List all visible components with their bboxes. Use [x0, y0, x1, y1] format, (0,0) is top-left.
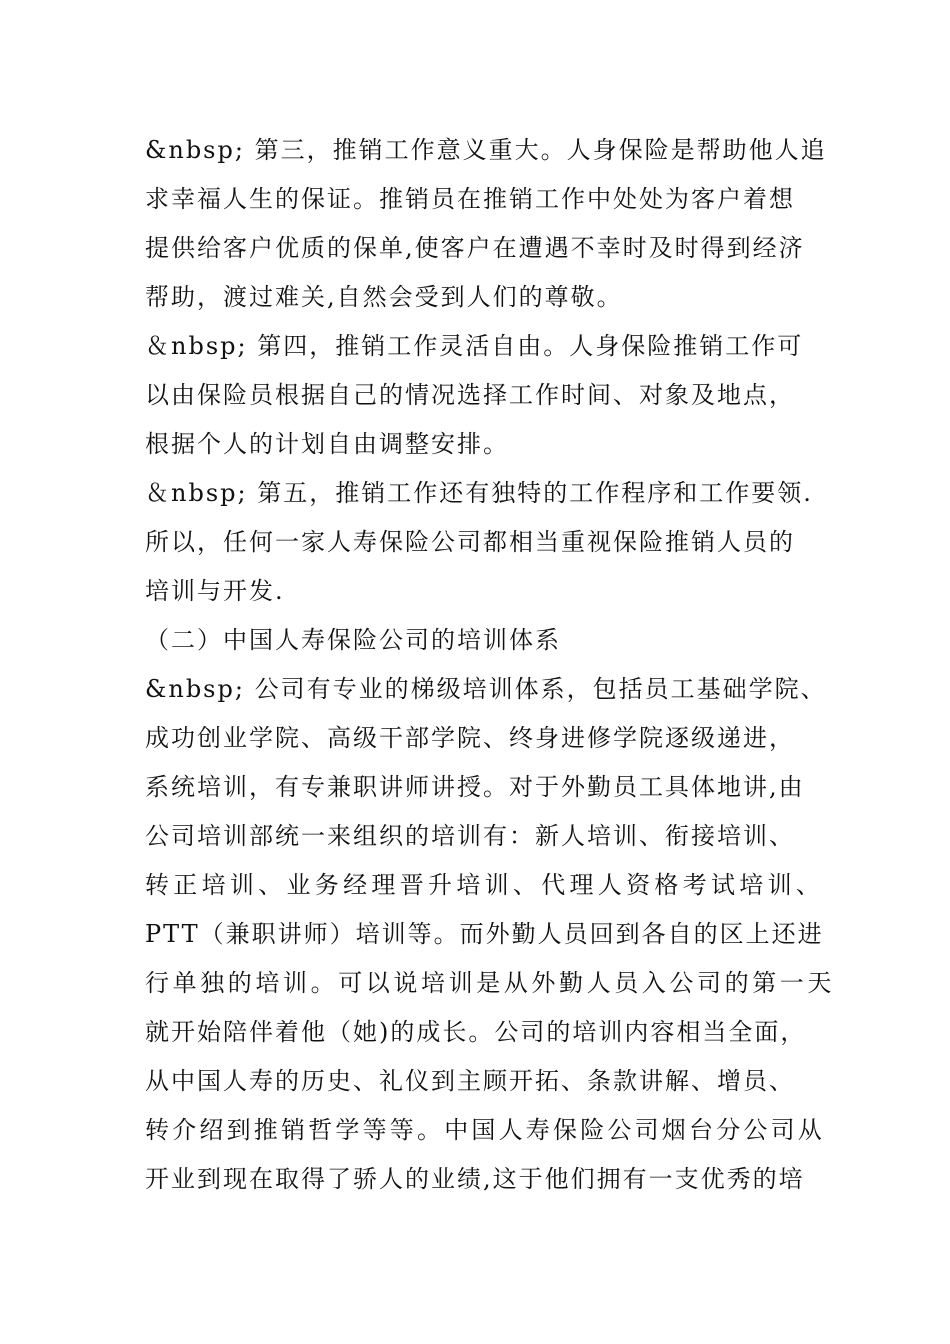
text-line-19: 就开始陪伴着他（她)的成长。公司的培训内容相当全面，	[145, 1018, 807, 1046]
body-text	[145, 126, 835, 1204]
text-line-17: PTT（兼职讲师）培训等。而外勤人员回到各自的区上还进	[145, 920, 824, 948]
text-line-16: 转正培训、业务经理晋升培训、代理人资格考试培训、	[145, 871, 825, 899]
text-line-22: 开业到现在取得了骄人的业绩,这于他们拥有一支优秀的培	[145, 1165, 805, 1193]
text-line-15: 公司培训部统一来组织的培训有：新人培训、衔接培训、	[145, 822, 795, 850]
text-line-13: 成功创业学院、高级干部学院、终身进修学院逐级递进，	[145, 724, 795, 752]
text-line-12: &nbsp; 公司有专业的梯级培训体系，包括员工基础学院、	[145, 675, 827, 703]
text-line-18: 行单独的培训。可以说培训是从外勤人员入公司的第一天	[145, 969, 835, 997]
text-line-3: 提供给客户优质的保单,使客户在遭遇不幸时及时得到经济	[145, 234, 805, 262]
text-line-2: 求幸福人生的保证。推销员在推销工作中处处为客户着想	[145, 185, 795, 213]
text-line-6: 以由保险员根据自己的情况选择工作时间、对象及地点，	[145, 381, 795, 409]
text-line-1: &nbsp; 第三，推销工作意义重大。人身保险是帮助他人追	[145, 136, 827, 164]
text-line-9: 所以，任何一家人寿保险公司都相当重视保险推销人员的	[145, 528, 795, 556]
text-line-5: ＆nbsp; 第四，推销工作灵活自由。人身保险推销工作可	[145, 332, 804, 360]
text-line-4: 帮助，渡过难关,自然会受到人们的尊敬。	[145, 283, 623, 311]
text-line-20: 从中国人寿的历史、礼仪到主顾开拓、条款讲解、增员、	[145, 1067, 795, 1095]
text-line-10: 培训与开发.	[145, 577, 285, 605]
text-line-21: 转介绍到推销哲学等等。中国人寿保险公司烟台分公司从	[145, 1116, 825, 1144]
text-line-7: 根据个人的计划自由调整安排。	[145, 430, 509, 458]
text-line-8: ＆nbsp; 第五，推销工作还有独特的工作程序和工作要领.	[145, 479, 813, 507]
text-line-14: 系统培训，有专兼职讲师讲授。对于外勤员工具体地讲,由	[145, 773, 805, 801]
section-heading: （二）中国人寿保险公司的培训体系	[145, 626, 561, 654]
